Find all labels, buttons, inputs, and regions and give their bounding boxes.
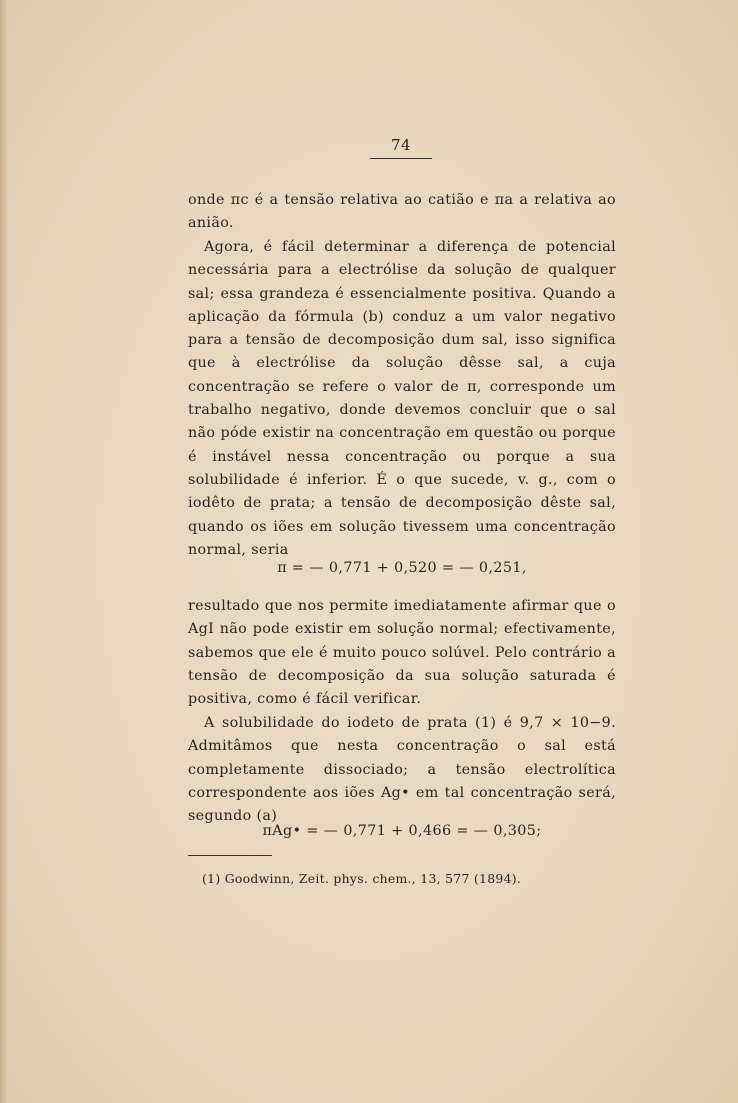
footnote-rule [188, 855, 272, 856]
paragraph-text: resultado que nos permite imediatamente afirmar que o AgI não pode existir em solução normal; efectivamente, sabemos que ele é muito pouco solúvel. Pelo contrário a tensão de decomposição da sua solução saturada é positiva, como é fácil verificar. [188, 598, 616, 708]
equation-agi: π = — 0,771 + 0,520 = — 0,251, [277, 560, 527, 576]
paragraph-text: Agora, é fácil determinar a diferença de potencial necessária para a electrólise da solução de qualquer sal; essa grandeza é essencialmente positiva. Quando a aplicação da fórmula (b) conduz a um valor negativo para a tensão de decomposição dum sal, isso significa que à electrólise da solução dêsse sal, a cuja concentração se refere o valor de π, corresponde um trabalho negativo, donde devemos concluir que o sal não póde existir na concentração em questão ou porque é instável nessa concentração ou porque a sua solubilidade é inferior. É o que sucede, v. g., com o iodêto de prata; a tensão de decomposição dêste sal, quando os iões em solução tivessem uma concentração normal, seria [188, 239, 616, 558]
paragraph-text: A solubilidade do iodeto de prata (1) é 9,7 × 10−9. Admitâmos que nesta concentração o sal está completamente dissociado; a tensão electrolítica correspondente aos iões Ag• em tal concentração será, segundo (a) [188, 715, 616, 825]
footnote: (1) Goodwinn, Zeit. phys. chem., 13, 577 (1894). [202, 871, 522, 886]
paragraph-intro [188, 189, 616, 236]
paragraph-text: onde πc é a tensão relativa ao catião e πa a relativa ao anião. [188, 192, 616, 232]
page-number: 74 [390, 136, 412, 154]
page-number-rule [370, 158, 432, 159]
paragraph-decomposition [188, 236, 616, 562]
paragraph-result [188, 595, 616, 711]
paragraph-solubility [188, 712, 616, 828]
page-edge [0, 0, 8, 1103]
equation-ag-ion: πAg• = — 0,771 + 0,466 = — 0,305; [262, 823, 542, 839]
